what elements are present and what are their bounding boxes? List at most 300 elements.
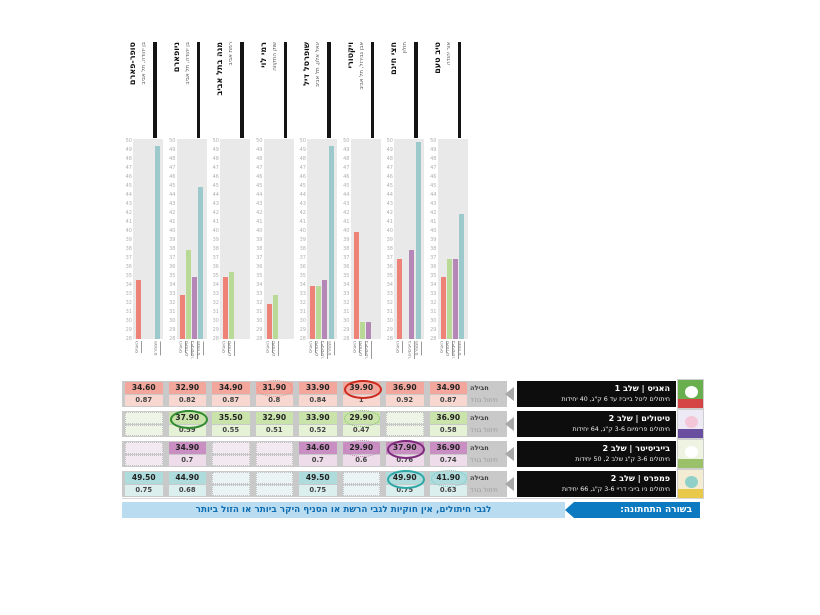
axis-tick: 33 <box>125 291 132 297</box>
row-label-unit: חיתול בודד <box>470 457 498 464</box>
price-bar <box>441 277 446 339</box>
price-cell-package: 49.90 <box>386 472 424 484</box>
axis-tick: 49 <box>386 147 393 153</box>
axis-tick: 30 <box>430 318 437 324</box>
row-label-unit: חיתול בודד <box>470 427 498 434</box>
axis-tick: 40 <box>169 228 176 234</box>
price-bar <box>354 232 359 339</box>
axis-tick: 46 <box>125 174 132 180</box>
axis-tick: 33 <box>343 291 350 297</box>
axis-tick: 47 <box>169 165 176 171</box>
axis-tick: 46 <box>386 174 393 180</box>
arrow-left-icon <box>505 447 514 461</box>
axis-tick: 37 <box>169 255 176 261</box>
header-rule <box>371 42 375 138</box>
row-label-package: חבילה <box>470 474 489 482</box>
axis-tick: 43 <box>430 201 437 207</box>
axis-tick: 43 <box>169 201 176 207</box>
axis-tick: 28 <box>343 336 350 342</box>
price-bar <box>453 259 458 339</box>
price-cell-package: 49.50 <box>125 472 163 484</box>
product-image-band <box>678 489 703 498</box>
empty-cell <box>212 485 250 496</box>
bar-label: האגיס <box>135 341 140 353</box>
axis-tick: 30 <box>299 318 306 324</box>
product-image-detail <box>685 446 698 458</box>
empty-cell <box>125 455 163 466</box>
price-bar <box>360 322 365 339</box>
bar-label: טיטולים <box>445 341 451 356</box>
empty-cell <box>212 442 250 454</box>
axis-tick: 32 <box>430 300 437 306</box>
axis-tick: 35 <box>299 273 306 279</box>
axis-tick: 35 <box>125 273 132 279</box>
price-cell-package: 34.90 <box>212 382 250 394</box>
bar-label: בייביסיטר <box>321 341 327 359</box>
axis-tick: 41 <box>169 219 176 225</box>
price-cell-unit: 0.75 <box>125 485 163 496</box>
price-bar <box>310 286 315 339</box>
axis-tick: 30 <box>212 318 219 324</box>
axis-tick: 49 <box>343 147 350 153</box>
axis-tick: 29 <box>169 327 176 333</box>
product-box <box>517 411 676 437</box>
axis-tick: 28 <box>212 336 219 342</box>
header-rule <box>458 42 462 138</box>
axis-tick: 33 <box>256 291 263 297</box>
bar-label: האגיס <box>265 341 271 353</box>
axis-tick: 46 <box>299 174 306 180</box>
axis-tick: 31 <box>125 309 132 315</box>
price-cell-unit: 0.58 <box>430 425 468 436</box>
axis-tick: 37 <box>212 255 219 261</box>
product-image-detail <box>685 416 698 428</box>
axis-tick: 39 <box>169 237 176 243</box>
axis-tick: 48 <box>169 156 176 162</box>
axis-tick: 46 <box>343 174 350 180</box>
axis-tick: 47 <box>256 165 263 171</box>
axis-tick: 36 <box>125 264 132 270</box>
axis-tick: 40 <box>343 228 350 234</box>
bar-label: האגיס <box>439 341 445 353</box>
bar-label: טיטולים <box>358 341 364 356</box>
axis-tick: 47 <box>386 165 393 171</box>
product-title: האגיס | שלב 1 <box>614 384 670 393</box>
axis-tick: 41 <box>430 219 437 225</box>
bar-label: פמפרס <box>414 341 420 356</box>
price-cell-unit: 0.87 <box>430 395 468 406</box>
row-label-package: חבילה <box>470 414 489 422</box>
price-cell-unit: 0.92 <box>386 395 424 406</box>
price-bar <box>329 146 334 340</box>
product-image <box>677 409 704 439</box>
bar-label: טיטולים <box>271 341 277 356</box>
axis-tick: 46 <box>169 174 176 180</box>
axis-tick: 41 <box>386 219 393 225</box>
store-name: טיב טעם <box>432 42 442 74</box>
axis-tick: 38 <box>256 246 263 252</box>
price-cell-unit: 0.75 <box>299 485 337 496</box>
bar-label: פמפרס <box>153 341 159 356</box>
price-bar <box>155 146 160 340</box>
axis-tick: 48 <box>212 156 219 162</box>
axis-tick: 36 <box>212 264 219 270</box>
axis-tick: 33 <box>430 291 437 297</box>
axis-tick: 28 <box>125 336 132 342</box>
price-cell-package: 33.90 <box>299 412 337 424</box>
store-location: בן יהודה, תל אביב <box>141 42 147 85</box>
axis-tick: 36 <box>299 264 306 270</box>
axis-tick: 48 <box>256 156 263 162</box>
price-cell-package: 44.90 <box>169 472 207 484</box>
bar-label: האגיס <box>178 341 184 353</box>
empty-cell <box>343 472 381 484</box>
empty-cell <box>386 425 424 436</box>
bar-label: טיטולים <box>228 341 234 356</box>
bar-label: האגיס <box>309 341 314 353</box>
price-cell-unit: 0.8 <box>256 395 294 406</box>
empty-cell <box>256 455 294 466</box>
price-cell-unit: 0.74 <box>430 455 468 466</box>
axis-tick: 33 <box>299 291 306 297</box>
axis-tick: 34 <box>386 282 393 288</box>
product-desc: חיתולים ניו בייבי דריי 3-6 ק"ג, 66 יחידות <box>561 486 670 493</box>
axis-tick: 32 <box>386 300 393 306</box>
empty-cell <box>212 455 250 466</box>
arrow-left-icon <box>505 387 514 401</box>
store-name-wrap <box>433 42 445 138</box>
price-cell-package: 36.90 <box>386 382 424 394</box>
empty-cell <box>256 442 294 454</box>
axis-tick: 50 <box>256 138 263 144</box>
price-cell-unit: 0.6 <box>343 455 381 466</box>
axis-tick: 31 <box>430 309 437 315</box>
axis-tick: 38 <box>125 246 132 252</box>
axis-tick: 30 <box>256 318 263 324</box>
axis-tick: 29 <box>299 327 306 333</box>
axis-tick: 38 <box>386 246 393 252</box>
axis-tick: 45 <box>256 183 263 189</box>
axis-tick: 42 <box>299 210 306 216</box>
bar-label: בייביסיטר <box>364 341 370 359</box>
axis-tick: 40 <box>212 228 219 234</box>
product-desc: חיתולים ליטל בייביז עד 6 ק"ג, 40 יחידות <box>561 396 670 403</box>
price-bar <box>229 272 234 340</box>
axis-tick: 43 <box>212 201 219 207</box>
price-cell-unit: 0.51 <box>256 425 294 436</box>
axis-tick: 46 <box>430 174 437 180</box>
axis-tick: 31 <box>169 309 176 315</box>
axis-tick: 39 <box>212 237 219 243</box>
price-cell-package: 39.90 <box>343 382 381 394</box>
bar-label: פמפרס <box>458 341 464 356</box>
store-location: חולון <box>402 42 408 54</box>
axis-tick: 48 <box>343 156 350 162</box>
price-cell-unit: 0.76 <box>386 455 424 466</box>
axis-tick: 46 <box>256 174 263 180</box>
axis-tick: 40 <box>299 228 306 234</box>
axis-tick: 34 <box>169 282 176 288</box>
price-bar <box>273 295 278 339</box>
axis-tick: 43 <box>256 201 263 207</box>
axis-tick: 39 <box>299 237 306 243</box>
axis-tick: 42 <box>212 210 219 216</box>
axis-tick: 35 <box>256 273 263 279</box>
axis-tick: 45 <box>299 183 306 189</box>
axis-tick: 40 <box>125 228 132 234</box>
bottomline-label: בשורה התחתונה: <box>574 502 700 518</box>
empty-cell <box>343 485 381 496</box>
empty-cell <box>125 425 163 436</box>
empty-cell <box>386 412 424 424</box>
axis-tick: 37 <box>343 255 350 261</box>
axis-tick: 45 <box>343 183 350 189</box>
axis-tick: 34 <box>430 282 437 288</box>
axis-tick: 32 <box>125 300 132 306</box>
axis-tick: 40 <box>256 228 263 234</box>
axis-tick: 40 <box>386 228 393 234</box>
bar-label: האגיס <box>222 341 227 353</box>
axis-tick: 36 <box>430 264 437 270</box>
axis-tick: 44 <box>169 192 176 198</box>
axis-tick: 35 <box>212 273 219 279</box>
store-location: שוק התקווה <box>271 42 278 71</box>
axis-tick: 30 <box>125 318 132 324</box>
axis-tick: 31 <box>299 309 306 315</box>
axis-tick: 34 <box>343 282 350 288</box>
axis-tick: 44 <box>212 192 219 198</box>
product-image-band <box>678 429 703 438</box>
axis-tick: 29 <box>343 327 350 333</box>
price-cell-package: 34.90 <box>430 382 468 394</box>
axis-tick: 50 <box>299 138 306 144</box>
axis-tick: 36 <box>386 264 393 270</box>
header-rule <box>414 42 418 138</box>
axis-tick: 33 <box>169 291 176 297</box>
axis-tick: 47 <box>125 165 132 171</box>
axis-tick: 48 <box>430 156 437 162</box>
axis-tick: 49 <box>125 147 132 153</box>
axis-tick: 36 <box>169 264 176 270</box>
price-cell-package: 35.50 <box>212 412 250 424</box>
bar-label: פמפרס <box>327 341 333 356</box>
price-bar <box>136 280 141 339</box>
row-label-package: חבילה <box>470 384 489 392</box>
store-location-wrap <box>315 42 327 138</box>
row-label-unit: חיתול בודד <box>470 487 498 494</box>
store-location-wrap <box>141 42 153 138</box>
axis-tick: 45 <box>386 183 393 189</box>
bottomline-text: לגבי חיתולים, אין חוקיות לגבי הרשת או הסניף היקר ביותר או הזול ביותר <box>195 505 492 515</box>
axis-tick: 50 <box>386 138 393 144</box>
product-title: טיטולים | שלב 2 <box>608 414 670 423</box>
axis-tick: 32 <box>256 300 263 306</box>
axis-tick: 33 <box>386 291 393 297</box>
axis-tick: 39 <box>386 237 393 243</box>
axis-tick: 47 <box>212 165 219 171</box>
axis-tick: 50 <box>343 138 350 144</box>
store-name: סופר-פארם <box>128 42 137 86</box>
arrow-left-icon <box>505 417 514 431</box>
axis-tick: 47 <box>430 165 437 171</box>
axis-tick: 42 <box>256 210 263 216</box>
row-label-unit: חיתול בודד <box>470 397 498 404</box>
empty-cell <box>125 442 163 454</box>
header-rule <box>240 42 244 138</box>
price-cell-package: 37.90 <box>169 412 207 424</box>
bar-label: בייביסיטר <box>190 341 196 359</box>
store-location-wrap <box>228 42 240 138</box>
store-location: יגאל אלון, תל אביב <box>315 42 321 88</box>
price-cell-unit: 0.87 <box>125 395 163 406</box>
axis-tick: 48 <box>386 156 393 162</box>
axis-tick: 36 <box>343 264 350 270</box>
axis-tick: 41 <box>299 219 306 225</box>
empty-cell <box>256 472 294 484</box>
store-name-wrap <box>215 42 227 138</box>
product-title: בייביסיטר | שלב 2 <box>602 444 670 453</box>
store-name-wrap <box>172 42 184 138</box>
axis-tick: 50 <box>212 138 219 144</box>
price-cell-package: 32.90 <box>256 412 294 424</box>
axis-tick: 44 <box>256 192 263 198</box>
axis-tick: 39 <box>256 237 263 243</box>
separator-line <box>122 498 702 499</box>
price-cell-unit: 1 <box>343 395 381 406</box>
store-location-wrap <box>359 42 371 138</box>
price-cell-unit: 0.87 <box>212 395 250 406</box>
axis-tick: 39 <box>343 237 350 243</box>
axis-tick: 42 <box>125 210 132 216</box>
product-image <box>677 469 704 499</box>
axis-tick: 32 <box>299 300 306 306</box>
axis-tick: 44 <box>430 192 437 198</box>
price-cell-unit: 0.55 <box>212 425 250 436</box>
price-bar <box>397 259 402 339</box>
product-image <box>677 379 704 409</box>
price-bar <box>409 250 414 339</box>
axis-tick: 38 <box>212 246 219 252</box>
axis-tick: 45 <box>430 183 437 189</box>
store-name-wrap <box>302 42 314 138</box>
axis-tick: 29 <box>430 327 437 333</box>
price-cell-unit: 0.63 <box>430 485 468 496</box>
price-bar <box>198 187 203 339</box>
product-image-band <box>678 459 703 468</box>
bar-label: האגיס <box>396 341 401 353</box>
price-bar <box>267 304 272 339</box>
price-cell-package: 32.90 <box>169 382 207 394</box>
axis-tick: 33 <box>212 291 219 297</box>
price-bar <box>322 280 327 339</box>
axis-tick: 35 <box>386 273 393 279</box>
price-cell-package: 29.90 <box>343 412 381 424</box>
axis-tick: 35 <box>343 273 350 279</box>
axis-tick: 37 <box>299 255 306 261</box>
price-cell-package: 37.90 <box>386 442 424 454</box>
axis-tick: 28 <box>299 336 306 342</box>
price-cell-unit: 0.82 <box>169 395 207 406</box>
price-bar <box>366 322 371 339</box>
price-cell-package: 49.50 <box>299 472 337 484</box>
axis-tick: 36 <box>256 264 263 270</box>
price-bar <box>223 277 228 339</box>
axis-tick: 34 <box>125 282 132 288</box>
axis-tick: 49 <box>299 147 306 153</box>
axis-tick: 45 <box>125 183 132 189</box>
empty-cell <box>256 485 294 496</box>
axis-tick: 49 <box>212 147 219 153</box>
price-cell-unit: 0.52 <box>299 425 337 436</box>
axis-tick: 44 <box>386 192 393 198</box>
axis-tick: 32 <box>169 300 176 306</box>
axis-tick: 41 <box>343 219 350 225</box>
axis-tick: 38 <box>299 246 306 252</box>
header-rule <box>284 42 288 138</box>
store-name-wrap <box>346 42 358 138</box>
axis-tick: 28 <box>386 336 393 342</box>
store-location-wrap <box>185 42 197 138</box>
price-cell-unit: 0.84 <box>299 395 337 406</box>
header-rule <box>153 42 157 138</box>
bar-label: בייביסיטר <box>408 341 414 359</box>
product-title: פמפרס | שלב 2 <box>610 474 670 483</box>
empty-cell <box>125 412 163 424</box>
price-cell-package: 34.60 <box>299 442 337 454</box>
axis-tick: 31 <box>343 309 350 315</box>
axis-tick: 32 <box>212 300 219 306</box>
axis-tick: 42 <box>430 210 437 216</box>
price-cell-unit: 0.47 <box>343 425 381 436</box>
store-name: ניופארם <box>171 42 181 73</box>
axis-tick: 47 <box>343 165 350 171</box>
product-image-detail <box>685 386 698 398</box>
store-name-wrap <box>259 42 271 138</box>
axis-tick: 44 <box>299 192 306 198</box>
product-box <box>517 381 676 407</box>
axis-tick: 34 <box>212 282 219 288</box>
axis-tick: 43 <box>299 201 306 207</box>
axis-tick: 38 <box>343 246 350 252</box>
axis-tick: 43 <box>343 201 350 207</box>
axis-tick: 48 <box>299 156 306 162</box>
axis-tick: 30 <box>169 318 176 324</box>
axis-tick: 29 <box>256 327 263 333</box>
product-image <box>677 439 704 469</box>
axis-tick: 49 <box>256 147 263 153</box>
axis-tick: 37 <box>386 255 393 261</box>
product-desc: חיתולים 3-6 ק"ג שלב 2, 50 יחידות <box>575 456 670 463</box>
bottomline-arrow-icon <box>565 502 574 518</box>
axis-tick: 38 <box>430 246 437 252</box>
axis-tick: 43 <box>386 201 393 207</box>
axis-tick: 37 <box>125 255 132 261</box>
store-name: מגה בתל אביב <box>215 42 224 96</box>
axis-tick: 38 <box>169 246 176 252</box>
price-cell-package: 31.90 <box>256 382 294 394</box>
axis-tick: 50 <box>125 138 132 144</box>
price-bar <box>416 142 421 339</box>
store-name-wrap <box>389 42 401 138</box>
product-image-detail <box>685 476 698 488</box>
price-bar <box>186 250 191 339</box>
product-desc: חיתולים פרימיום 3-6 ק"ג, 64 יחידות <box>572 426 670 433</box>
store-location: בן יהודה, תל אביב <box>184 42 191 85</box>
store-name: חצי חינם <box>389 42 398 75</box>
axis-tick: 31 <box>212 309 219 315</box>
axis-tick: 39 <box>430 237 437 243</box>
axis-tick: 47 <box>299 165 306 171</box>
